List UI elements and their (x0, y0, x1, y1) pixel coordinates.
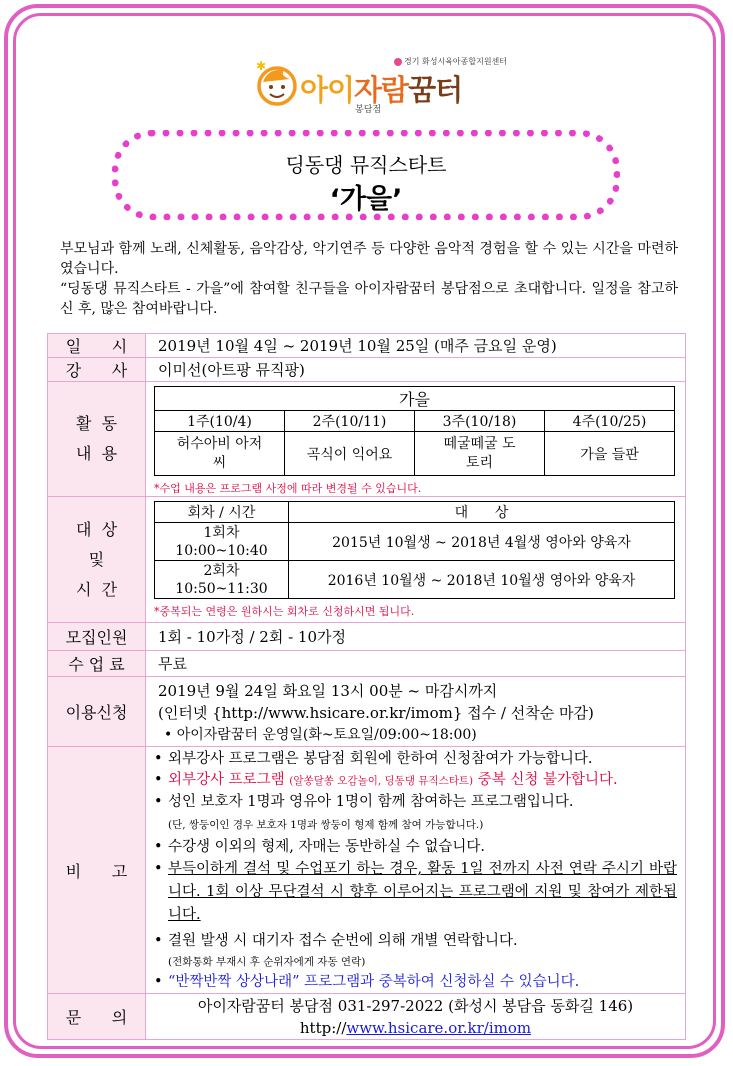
session-1-target: 2015년 10월생 ~ 2018년 4월생 영아와 양육자 (289, 523, 675, 561)
remark-4: • 수강생 이외의 형제, 자매는 동반하실 수 없습니다. (154, 839, 486, 855)
target-note: *중복되는 연령은 원하시는 회차로 신청하시면 됩니다. (154, 605, 415, 618)
homepage-link[interactable]: www.hsicare.or.kr/imom (346, 1018, 532, 1037)
song-1: 허수아비 아저씨 (155, 432, 285, 476)
remark-3: • 성인 보호자 1명과 영유아 1명이 함께 참여하는 프로그램입니다. (154, 794, 574, 810)
value-date: 2019년 10월 4일 ~ 2019년 10월 25일 (매주 금요일 운영) (146, 334, 686, 358)
intro-paragraph-1: 부모님과 함께 노래, 신체활동, 음악감상, 악기연주 등 다양한 음악적 경험을 할 수 있는 시간을 마련하였습니다. (60, 241, 678, 277)
remark-7: • “반짝반짝 상상나래” 프로그램과 중복하여 신청하실 수 있습니다. (154, 974, 580, 990)
season-title: ‘가을’ (329, 184, 403, 215)
logo-center-name: 경기 화성시육아종합지원센터 (394, 56, 507, 67)
remark-6-sub: (전화통화 부재시 후 순위자에게 자동 연락) (168, 956, 366, 968)
value-apply: 2019년 9월 24일 화요일 13시 00분 ~ 마감시까지 (인터넷 {http://www.hsicare.or.kr/imom} 접수 / 선착순 마감) • 아이자람꿈터 운영일(화~토요일/09:00~18:00) (146, 677, 686, 747)
remark-2: • 외부강사 프로그램 (알쏭달쏭 오감놀이, 딩동댕 뮤직스타트) 중복 신청 불가합니다. (154, 772, 618, 788)
remark-3-sub: (단, 쌍둥이인 경우 보호자 1명과 쌍둥이 형제 함께 참여 가능합니다.) (168, 819, 484, 831)
label-date: 일 시 (48, 334, 146, 358)
value-capacity: 1회 - 10가정 / 2회 - 10가정 (146, 623, 686, 651)
row-date (48, 334, 686, 358)
label-contact: 문 의 (48, 994, 146, 1040)
activity-note: *수업 내용은 프로그램 사정에 따라 변경될 수 있습니다. (154, 482, 422, 495)
value-fee: 무료 (146, 651, 686, 677)
remark-6: • 결원 발생 시 대기자 접수 순번에 의해 개별 연락합니다. (154, 933, 518, 949)
song-2: 곡식이 익어요 (285, 432, 415, 476)
row-fee (48, 651, 686, 677)
contact-url: http://www.hsicare.or.kr/imom (299, 1018, 532, 1037)
info-table (47, 333, 686, 1040)
row-remarks (48, 747, 686, 994)
row-target (48, 497, 686, 623)
label-teacher: 강 사 (48, 358, 146, 382)
week-2: 2주(10/11) (285, 411, 415, 432)
row-contact (48, 994, 686, 1040)
value-contact (146, 994, 686, 1040)
session-1: 1회차 10:00~10:40 (155, 523, 289, 561)
label-target: 대 상 및 시 간 (48, 497, 146, 623)
title-box (112, 130, 620, 220)
activity-table (154, 386, 675, 476)
label-fee: 수 업 료 (48, 651, 146, 677)
label-remarks: 비 고 (48, 747, 146, 994)
row-capacity (48, 623, 686, 651)
logo-branch: 봉담점 (355, 105, 382, 115)
session-2: 2회차 10:50~11:30 (155, 561, 289, 599)
session-2-target: 2016년 10월생 ~ 2018년 10월생 영아와 양육자 (289, 561, 675, 599)
season-header: 가을 (155, 387, 675, 411)
intro-text (60, 239, 678, 319)
row-activity (48, 382, 686, 497)
header-target: 대 상 (289, 502, 675, 523)
intro-paragraph-2: “딩동댕 뮤직스타트 - 가을”에 참여할 친구들을 아이자람꿈터 봉담점으로 초대합니다. 일정을 참고하신 후, 많은 참여바랍니다. (60, 281, 678, 317)
row-teacher (48, 358, 686, 382)
row-apply (48, 677, 686, 747)
remarks-list (146, 749, 677, 993)
song-3: 떼굴떼굴 도토리 (415, 432, 545, 476)
program-title: 딩동댕 뮤직스타트 (285, 153, 447, 177)
value-teacher: 이미선(아트팡 뮤직팡) (146, 358, 686, 382)
activity-cell (146, 382, 686, 497)
week-1: 1주(10/4) (155, 411, 285, 432)
value-remarks (146, 747, 686, 994)
logo (252, 56, 508, 116)
label-capacity: 모집인원 (48, 623, 146, 651)
svg-text:✱: ✱ (256, 60, 267, 73)
logo-wordmark: 아이자람꿈터 (300, 73, 463, 107)
remark-1: • 외부강사 프로그램은 봉담점 회원에 한하여 신청참여가 가능합니다. (154, 751, 593, 767)
remark-5: • 부득이하게 결석 및 수업포기 하는 경우, 활동 1일 전까지 사전 연락 주시기 바랍니다. 1회 이상 무단결석 시 향후 이루어지는 프로그램에 지원 및 참여가 제한됩니다. (154, 861, 677, 923)
child-face-icon (254, 60, 300, 106)
contact-phone: 아이자람꿈터 봉담점 031-297-2022 (화성시 봉담읍 동화길 146) (197, 996, 634, 1015)
song-4: 가을 들판 (545, 432, 675, 476)
header-session: 회차 / 시간 (155, 502, 289, 523)
target-cell (146, 497, 686, 623)
label-apply: 이용신청 (48, 677, 146, 747)
week-4: 4주(10/25) (545, 411, 675, 432)
target-table (154, 501, 675, 599)
label-activity: 활 동 내 용 (48, 382, 146, 497)
week-3: 3주(10/18) (415, 411, 545, 432)
